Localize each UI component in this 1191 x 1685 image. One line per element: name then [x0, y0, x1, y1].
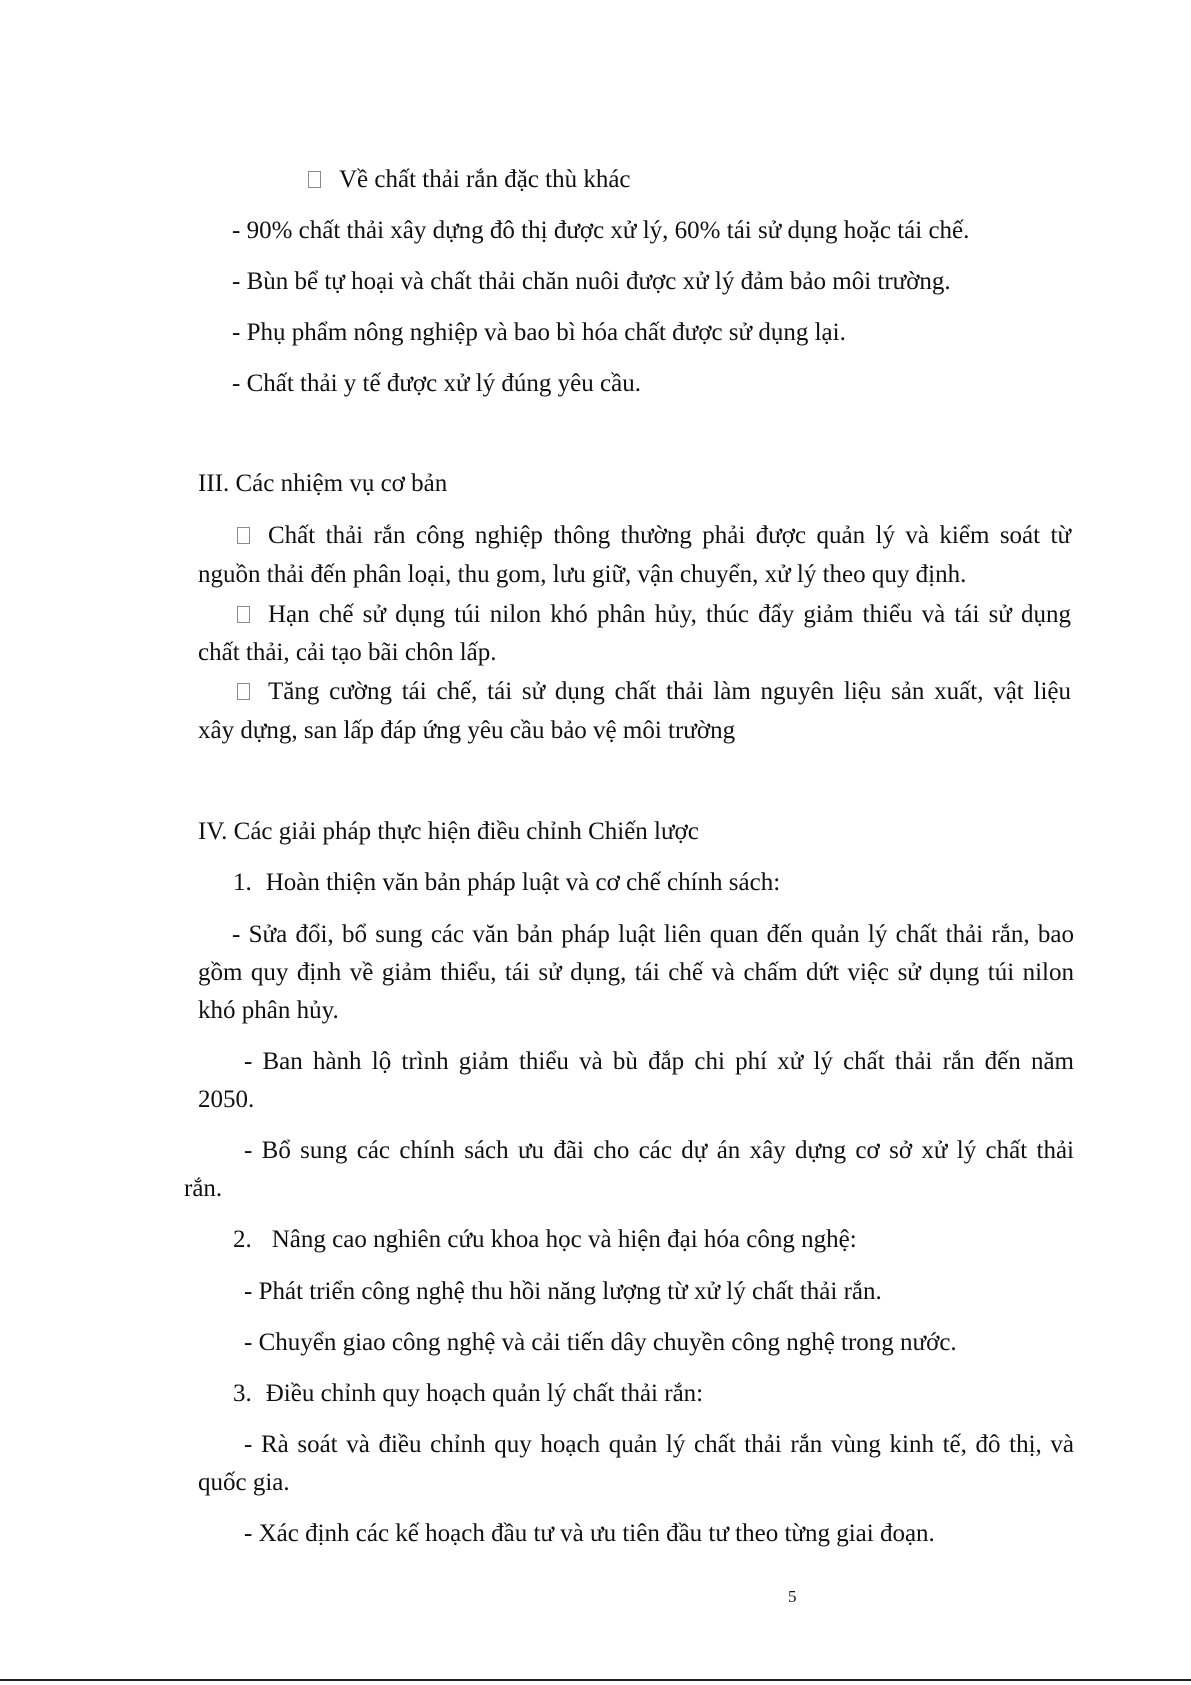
checkbox-glyph-icon [237, 527, 250, 544]
task-bullet-2-line1: Hạn chế sử dụng túi nilon khó phân hủy, thúc đẩy giảm thiểu và tái sử dụng [237, 600, 1071, 630]
solutions-heading: IV. Các giải pháp thực hiện điều chỉnh Chiến lược [198, 818, 699, 845]
solution-3-item-1-line1: - Rà soát và điều chỉnh quy hoạch quản lý chất thải rắn vùng kinh tế, đô thị, và [244, 1431, 1074, 1458]
solution-1-item-1-line1: - Sửa đổi, bổ sung các văn bản pháp luật liên quan đến quản lý chất thải rắn, bao [232, 921, 1074, 948]
special-waste-item-1: - 90% chất thải xây dựng đô thị được xử lý, 60% tái sử dụng hoặc tái chế. [232, 217, 970, 244]
special-waste-heading: Về chất thải rắn đặc thù khác [308, 165, 631, 195]
solution-3-item-2: - Xác định các kế hoạch đầu tư và ưu tiên đầu tư theo từng giai đoạn. [244, 1520, 935, 1547]
task-bullet-2-line2: chất thải, cải tạo bãi chôn lấp. [198, 639, 497, 666]
page-bottom-rule [0, 1679, 1191, 1681]
page-number: 5 [788, 1587, 797, 1606]
task-bullet-1-line2: nguồn thải đến phân loại, thu gom, lưu giữ, vận chuyển, xử lý theo quy định. [198, 561, 967, 588]
solution-1-item-3-line1: - Bổ sung các chính sách ưu đãi cho các dự án xây dựng cơ sở xử lý chất thải [244, 1137, 1074, 1164]
solution-group-1-title: 1. Hoàn thiện văn bản pháp luật và cơ chế chính sách: [233, 869, 781, 896]
solution-2-item-1: - Phát triển công nghệ thu hồi năng lượng từ xử lý chất thải rắn. [244, 1278, 882, 1305]
solution-group-3-title: 3. Điều chỉnh quy hoạch quản lý chất thải rắn: [233, 1380, 704, 1407]
task-bullet-3-line2: xây dựng, san lấp đáp ứng yêu cầu bảo vệ môi trường [198, 717, 736, 744]
solution-2-item-2: - Chuyển giao công nghệ và cải tiến dây chuyền công nghệ trong nước. [244, 1329, 957, 1356]
solution-3-item-1-line2: quốc gia. [198, 1469, 290, 1496]
solution-1-item-1-line3: khó phân hủy. [198, 997, 339, 1024]
tasks-heading: III. Các nhiệm vụ cơ bản [198, 470, 448, 497]
checkbox-glyph-icon [237, 683, 250, 700]
solution-group-2-title: 2. Nâng cao nghiên cứu khoa học và hiện đại hóa công nghệ: [233, 1226, 857, 1253]
solution-1-item-3-line2: rắn. [184, 1175, 223, 1202]
special-waste-item-3: - Phụ phẩm nông nghiệp và bao bì hóa chất được sử dụng lại. [232, 319, 846, 346]
checkbox-glyph-icon [308, 171, 321, 188]
special-waste-item-4: - Chất thải y tế được xử lý đúng yêu cầu. [232, 370, 641, 397]
special-waste-item-2: - Bùn bể tự hoại và chất thải chăn nuôi được xử lý đảm bảo môi trường. [232, 268, 951, 295]
solution-1-item-2-line1: - Ban hành lộ trình giảm thiểu và bù đắp chi phí xử lý chất thải rắn đến năm [244, 1048, 1074, 1075]
checkbox-glyph-icon [237, 606, 250, 623]
task-bullet-1-line1: Chất thải rắn công nghiệp thông thường phải được quản lý và kiểm soát từ [237, 521, 1071, 551]
solution-1-item-2-line2: 2050. [198, 1086, 255, 1113]
solution-1-item-1-line2: gồm quy định về giảm thiểu, tái sử dụng, tái chế và chấm dứt việc sử dụng túi nilon [198, 959, 1074, 986]
task-bullet-3-line1: Tăng cường tái chế, tái sử dụng chất thải làm nguyên liệu sản xuất, vật liệu [237, 677, 1071, 707]
